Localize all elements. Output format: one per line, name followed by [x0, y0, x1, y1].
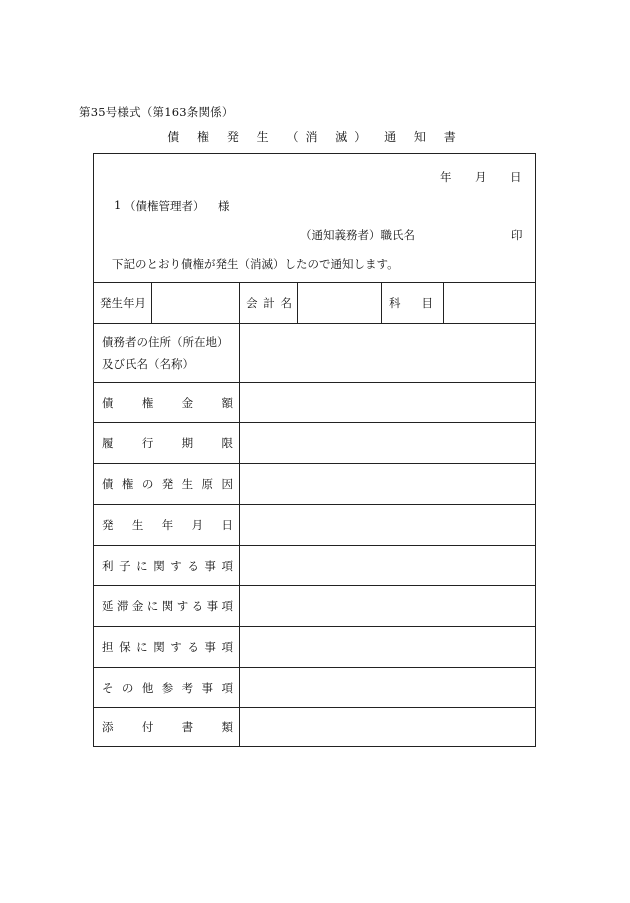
collateral-matters-label: 担 保 に 関 す る 事 項 [102, 640, 233, 654]
claim-cause-label: 債 権 の 発 生 原 因 [102, 477, 233, 491]
date-month-label: 月 [475, 170, 487, 184]
date-year-label: 年 [440, 170, 452, 184]
seal-mark: 印 [511, 228, 523, 242]
late-charge-matters-label: 延 滞 金 に 関 す る 事 項 [102, 599, 233, 613]
claim-amount-label: 債 権 金 額 [102, 395, 233, 410]
subject-label: 科 目 [389, 296, 433, 310]
document-title: 債 権 発 生 （消 滅） 通 知 書 [167, 130, 463, 144]
date-day-label: 日 [510, 170, 522, 184]
addressee-label: （債権管理者） [124, 199, 205, 213]
other-reference-label: そ の 他 参 考 事 項 [102, 680, 233, 695]
addressee-number: 1 [114, 198, 122, 212]
performance-deadline-label: 履 行 期 限 [102, 436, 233, 450]
occurrence-date-full-label: 発 生 年 月 日 [102, 518, 233, 532]
notice-form [93, 153, 536, 747]
form-number: 第35号様式（第163条関係） [79, 105, 234, 119]
attached-documents-label: 添 付 書 類 [102, 720, 233, 734]
addressee-suffix: 様 [218, 199, 230, 213]
notice-statement: 下記のとおり債権が発生（消滅）したので通知します。 [112, 257, 399, 271]
interest-matters-label: 利 子 に 関 す る 事 項 [102, 558, 233, 573]
debtor-address-name-label: 債務者の住所（所在地） 及び氏名（名称） [102, 335, 229, 371]
occurrence-date-label: 発生年月 [100, 296, 146, 310]
notifier-label: （通知義務者）職氏名 [300, 228, 415, 242]
account-name-label: 会 計 名 [246, 296, 292, 310]
